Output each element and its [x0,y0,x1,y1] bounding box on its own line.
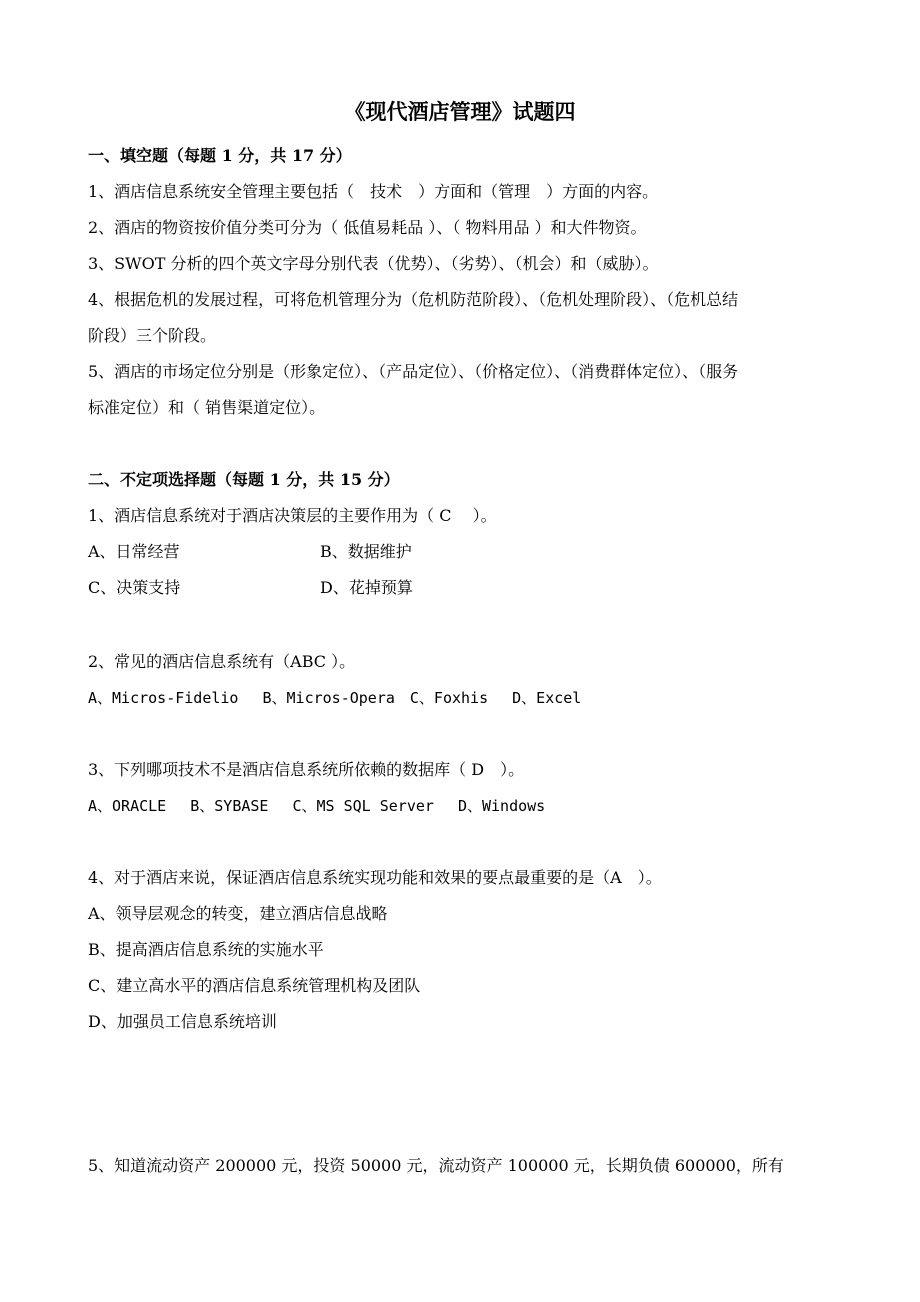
section1-heading: 一、填空题（每题 1 分，共 17 分） [88,146,352,165]
fill-blank-q2: 2、酒店的物资按价值分类可分为（ 低值易耗品 ）、（ 物料用品 ）和大件物资。 [88,218,647,237]
choice-q4-option-a: A、领导层观念的转变，建立酒店信息战略 [88,904,388,923]
fill-blank-q3: 3、SWOT 分析的四个英文字母分别代表（优势）、（劣势）、（机会）和（威胁）。 [88,254,659,273]
choice-q1-stem: 1、酒店信息系统对于酒店决策层的主要作用为（ C ）。 [88,506,497,525]
fill-blank-q4-line2: 阶段）三个阶段。 [88,326,217,345]
choice-q4-option-c: C、建立高水平的酒店信息系统管理机构及团队 [88,976,421,995]
choice-q2-stem: 2、常见的酒店信息系统有（ABC ）。 [88,652,356,671]
choice-q2-options: A、Micros-Fidelio B、Micros-Opera C、Foxhis D、Excel [88,689,582,707]
fill-blank-q5-line1: 5、酒店的市场定位分别是（形象定位）、（产品定位）、（价格定位）、（消费群体定位）、（服务 [88,362,739,381]
exam-title: 《现代酒店管理》试题四 [344,99,576,124]
choice-q1-option-a: A、日常经营 [88,542,180,561]
choice-q4-stem: 4、对于酒店来说，保证酒店信息系统实现功能和效果的要点最重要的是（A ）。 [88,868,662,887]
choice-q3-stem: 3、下列哪项技术不是酒店信息系统所依赖的数据库（ D ）。 [88,760,525,779]
choice-q1-option-d: D、花掉预算 [320,578,413,597]
choice-q3-options: A、ORACLE B、SYBASE C、MS SQL Server D、Windows [88,797,546,815]
choice-q4-option-d: D、加强员工信息系统培训 [88,1012,277,1031]
choice-q4-option-b: B、提高酒店信息系统的实施水平 [88,940,324,959]
fill-blank-q5-line2: 标准定位）和（ 销售渠道定位）。 [88,398,326,417]
choice-q5-stem: 5、知道流动资产 200000 元，投资 50000 元，流动资产 100000 元，长期负债 600000，所有 [88,1156,784,1175]
fill-blank-q1: 1、酒店信息系统安全管理主要包括（ 技术 ）方面和（管理 ）方面的内容。 [88,182,659,201]
choice-q1-option-b: B、数据维护 [320,542,412,561]
section2-heading: 二、不定项选择题（每题 1 分，共 15 分） [88,470,400,489]
fill-blank-q4-line1: 4、根据危机的发展过程，可将危机管理分为（危机防范阶段）、（危机处理阶段）、（危机总结 [88,290,739,309]
choice-q1-option-c: C、决策支持 [88,578,181,597]
